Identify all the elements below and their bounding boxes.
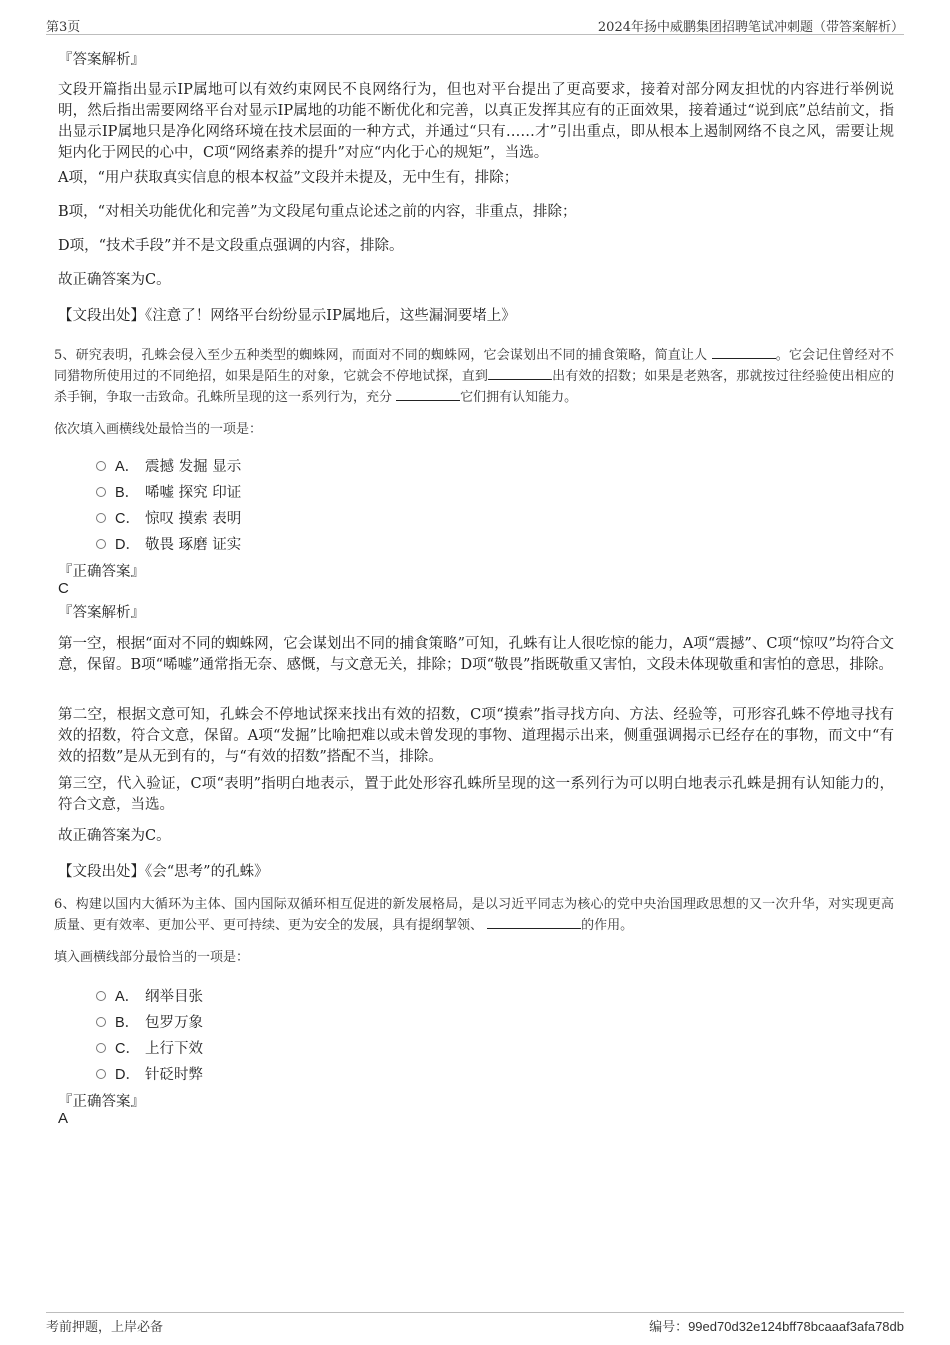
q6-blank	[487, 915, 581, 929]
q5-analysis-paragraph: 第一空，根据“面对不同的蜘蛛网，它会谋划出不同的捕食策略”可知，孔蛛有让人很吃惊的能力，A项“震撼”、C项“惊叹”均符合文意，保留。B项“唏嘘”通常指无奈、感慨，与文意无关，排除；D项“敬畏”指既敬重又害怕，文段未体现敬重和害怕的意思，排除。	[58, 636, 894, 673]
q6-stem-text: 6、构建以国内大循环为主体、国内国际双循环相互促进的新发展格局，是以习近平同志为核心的党中央治国理政思想的又一次升华，对实现更高质量、更有效率、更加公平、更可持续、更为安全的发展，具有提纲挈领、	[54, 897, 894, 933]
q5-prompt: 依次填入画横线处最恰当的一项是：	[54, 422, 263, 437]
q6-prompt: 填入画横线部分最恰当的一项是：	[54, 950, 250, 965]
q4-analysis-paragraph: 文段开篇指出显示IP属地可以有效约束网民不良网络行为，但也对平台提出了更高要求，接着对部分网友担忧的内容进行举例说明，然后指出需要网络平台对显示IP属地的功能不断优化和完善，以真正发挥其应有的正面效果，接着通过“说到底”总结前文，指出显示IP属地只是净化网络环境在技术层面的一种方式，并通过“只有……才”引出重点，即从根本上遏制网络不良之风，需要让规矩内化于网民的心中，C项“网络素养的提升”对应“内化于心的规矩”，当选。	[58, 82, 894, 161]
q5-conclusion: 故正确答案为C。	[58, 828, 171, 844]
q6-option-d[interactable]: D． 针砭时弊	[96, 1063, 203, 1083]
radio-icon[interactable]	[96, 991, 106, 1001]
q5-analysis-paragraph: 第三空，代入验证，C项“表明”指明白地表示，置于此处形容孔蛛所呈现的这一系列行为可以明白地表示孔蛛是拥有认知能力的，符合文意，当选。	[58, 776, 894, 813]
q6-option-c[interactable]: C． 上行下效	[96, 1037, 203, 1057]
q5-option-d[interactable]: D． 敬畏 琢磨 证实	[96, 533, 241, 553]
radio-icon[interactable]	[96, 461, 106, 471]
document-code	[649, 1316, 904, 1335]
code-value: 99ed70d32e124bff78bcaaaf3afa78db	[688, 1319, 904, 1334]
q5-blank-1	[712, 345, 776, 359]
q6-answer: A	[58, 1110, 69, 1127]
page-number: 第3页	[46, 20, 81, 35]
source-label: 【文段出处】	[58, 308, 145, 324]
q6-option-a[interactable]: A． 纲举目张	[96, 985, 203, 1005]
page-header	[46, 14, 904, 35]
q5-blank-2	[488, 366, 552, 380]
q5-analysis-label: 『答案解析』	[58, 605, 145, 621]
q5-option-c[interactable]: C． 惊叹 摸索 表明	[96, 507, 241, 527]
radio-icon[interactable]	[96, 513, 106, 523]
q4-analysis-paragraph: B项，“对相关功能优化和完善”为文段尾句重点论述之前的内容，非重点，排除；	[58, 204, 577, 220]
q5-stem-text: 5、研究表明，孔蛛会侵入至少五种类型的蜘蛛网，而面对不同的蜘蛛网，它会谋划出不同的捕食策略，简直让人	[54, 348, 708, 363]
source-title: 《注意了！网络平台纷纷显示IP属地后，这些漏洞要堵上》	[145, 308, 516, 324]
source-label: 【文段出处】	[58, 864, 145, 880]
q4-analysis-label: 『答案解析』	[58, 52, 145, 68]
q5-stem-text: 出有效的招数；如果是老熟客，那就按过往经验使出相应的杀手锏，争取一击致命。孔蛛所呈现的这一系列行为，充分	[54, 369, 894, 405]
q6-correct-label: 『正确答案』	[58, 1094, 145, 1110]
radio-icon[interactable]	[96, 539, 106, 549]
q4-conclusion: 故正确答案为C。	[58, 272, 171, 288]
source-title: 《会“思考”的孔蛛》	[145, 864, 269, 880]
q5-correct-label: 『正确答案』	[58, 564, 145, 580]
code-label: 编号：	[649, 1319, 689, 1334]
q5-option-a[interactable]: A． 震撼 发掘 显示	[96, 455, 241, 475]
document-title: 2024年扬中威鹏集团招聘笔试冲刺题（带答案解析）	[597, 20, 904, 35]
q5-stem-text: 它们拥有认知能力。	[460, 390, 578, 405]
q4-source	[58, 304, 894, 325]
radio-icon[interactable]	[96, 1043, 106, 1053]
q5-source	[58, 860, 894, 881]
q6-option-b[interactable]: B． 包罗万象	[96, 1011, 203, 1031]
q5-answer: C	[58, 580, 69, 597]
radio-icon[interactable]	[96, 1017, 106, 1027]
q4-analysis-paragraph: A项，“用户获取真实信息的根本权益”文段并未提及，无中生有，排除；	[58, 170, 519, 186]
q5-blank-3	[396, 387, 460, 401]
q5-analysis-paragraph: 第二空，根据文意可知，孔蛛会不停地试探来找出有效的招数，C项“摸索”指寻找方向、方法、经验等，可形容孔蛛不停地寻找有效的招数，符合文意，保留。A项“发掘”比喻把难以或未曾发现的事物、道理揭示出来，侧重强调揭示已经存在的事物，而文中“有效的招数”是从无到有的，与“有效的招数”搭配不当，排除。	[58, 707, 894, 765]
q4-analysis-paragraph: D项，“技术手段”并不是文段重点强调的内容，排除。	[58, 238, 404, 254]
q5-option-b[interactable]: B． 唏嘘 探究 印证	[96, 481, 241, 501]
q6-stem-text: 的作用。	[581, 918, 634, 933]
page-footer	[46, 1312, 904, 1336]
q6-stem	[54, 895, 894, 936]
q5-stem	[54, 345, 894, 408]
footer-slogan: 考前押题，上岸必备	[46, 1320, 164, 1335]
radio-icon[interactable]	[96, 1069, 106, 1079]
radio-icon[interactable]	[96, 487, 106, 497]
q5-stem-text: 。它会记住曾经对不同猎物所使用过的不同绝招，如果是陌生的对象，它就会不停地试探，直到	[54, 348, 894, 384]
